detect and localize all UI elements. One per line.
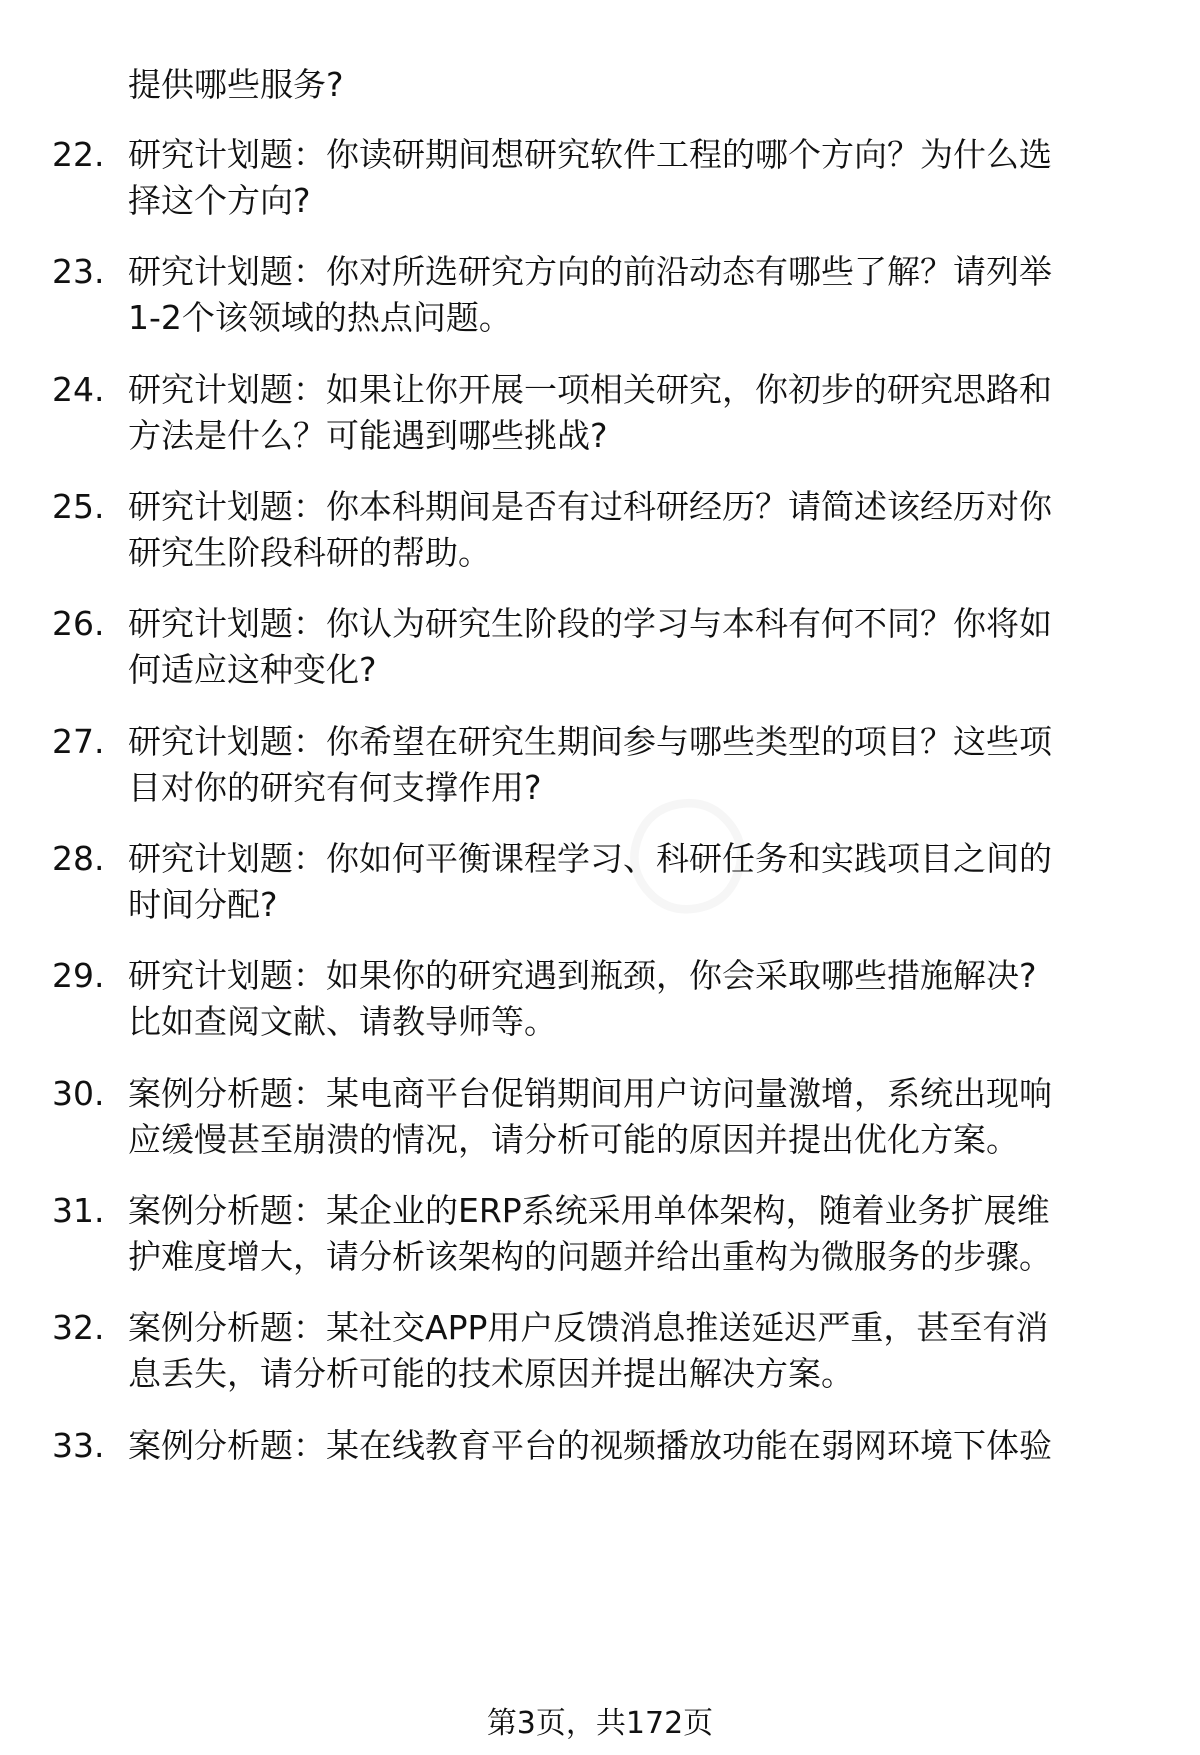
question-text: 研究计划题：如果你的研究遇到瓶颈，你会采取哪些措施解决? 比如查阅文献、请教导师等。 — [128, 956, 1037, 1041]
question-number: 30. — [52, 1074, 105, 1113]
question-number: 22. — [52, 135, 105, 174]
question-text: 研究计划题：你认为研究生阶段的学习与本科有何不同？你将如 何适应这种变化? — [128, 604, 1052, 689]
page-footer: 第3页，共172页 — [486, 1706, 714, 1741]
question-text: 案例分析题：某社交APP用户反馈消息推送延迟严重，甚至有消 息丢失，请分析可能的技术原因并提出解决方案。 — [128, 1308, 1049, 1393]
carryover-text: 提供哪些服务? — [128, 65, 344, 104]
question-text: 案例分析题：某在线教育平台的视频播放功能在弱网环境下体验 — [128, 1426, 1052, 1465]
question-text: 研究计划题：你读研期间想研究软件工程的哪个方向？为什么选 择这个方向? — [128, 135, 1052, 220]
question-number: 31. — [52, 1191, 105, 1230]
question-number: 23. — [52, 252, 105, 291]
question-text: 研究计划题：你希望在研究生期间参与哪些类型的项目？这些项 目对你的研究有何支撑作用? — [128, 722, 1052, 807]
question-text: 研究计划题：如果让你开展一项相关研究，你初步的研究思路和 方法是什么？可能遇到哪些挑战? — [128, 370, 1052, 455]
question-number: 29. — [52, 956, 105, 995]
question-number: 25. — [52, 487, 105, 526]
question-text: 案例分析题：某电商平台促销期间用户访问量激增，系统出现响 应缓慢甚至崩溃的情况，请分析可能的原因并提出优化方案。 — [128, 1074, 1052, 1159]
question-number: 24. — [52, 370, 105, 409]
question-text: 研究计划题：你本科期间是否有过科研经历？请简述该经历对你 研究生阶段科研的帮助。 — [128, 487, 1052, 572]
question-number: 27. — [52, 722, 105, 761]
question-number: 28. — [52, 839, 105, 878]
question-number: 33. — [52, 1426, 105, 1465]
question-text: 研究计划题：你如何平衡课程学习、科研任务和实践项目之间的 时间分配? — [128, 839, 1052, 924]
question-number: 32. — [52, 1308, 105, 1347]
question-text: 案例分析题：某企业的ERP系统采用单体架构，随着业务扩展维 护难度增大，请分析该架构的问题并给出重构为微服务的步骤。 — [128, 1191, 1052, 1276]
question-text: 研究计划题：你对所选研究方向的前沿动态有哪些了解？请列举 1-2个该领域的热点问题。 — [128, 252, 1052, 337]
question-number: 26. — [52, 604, 105, 643]
